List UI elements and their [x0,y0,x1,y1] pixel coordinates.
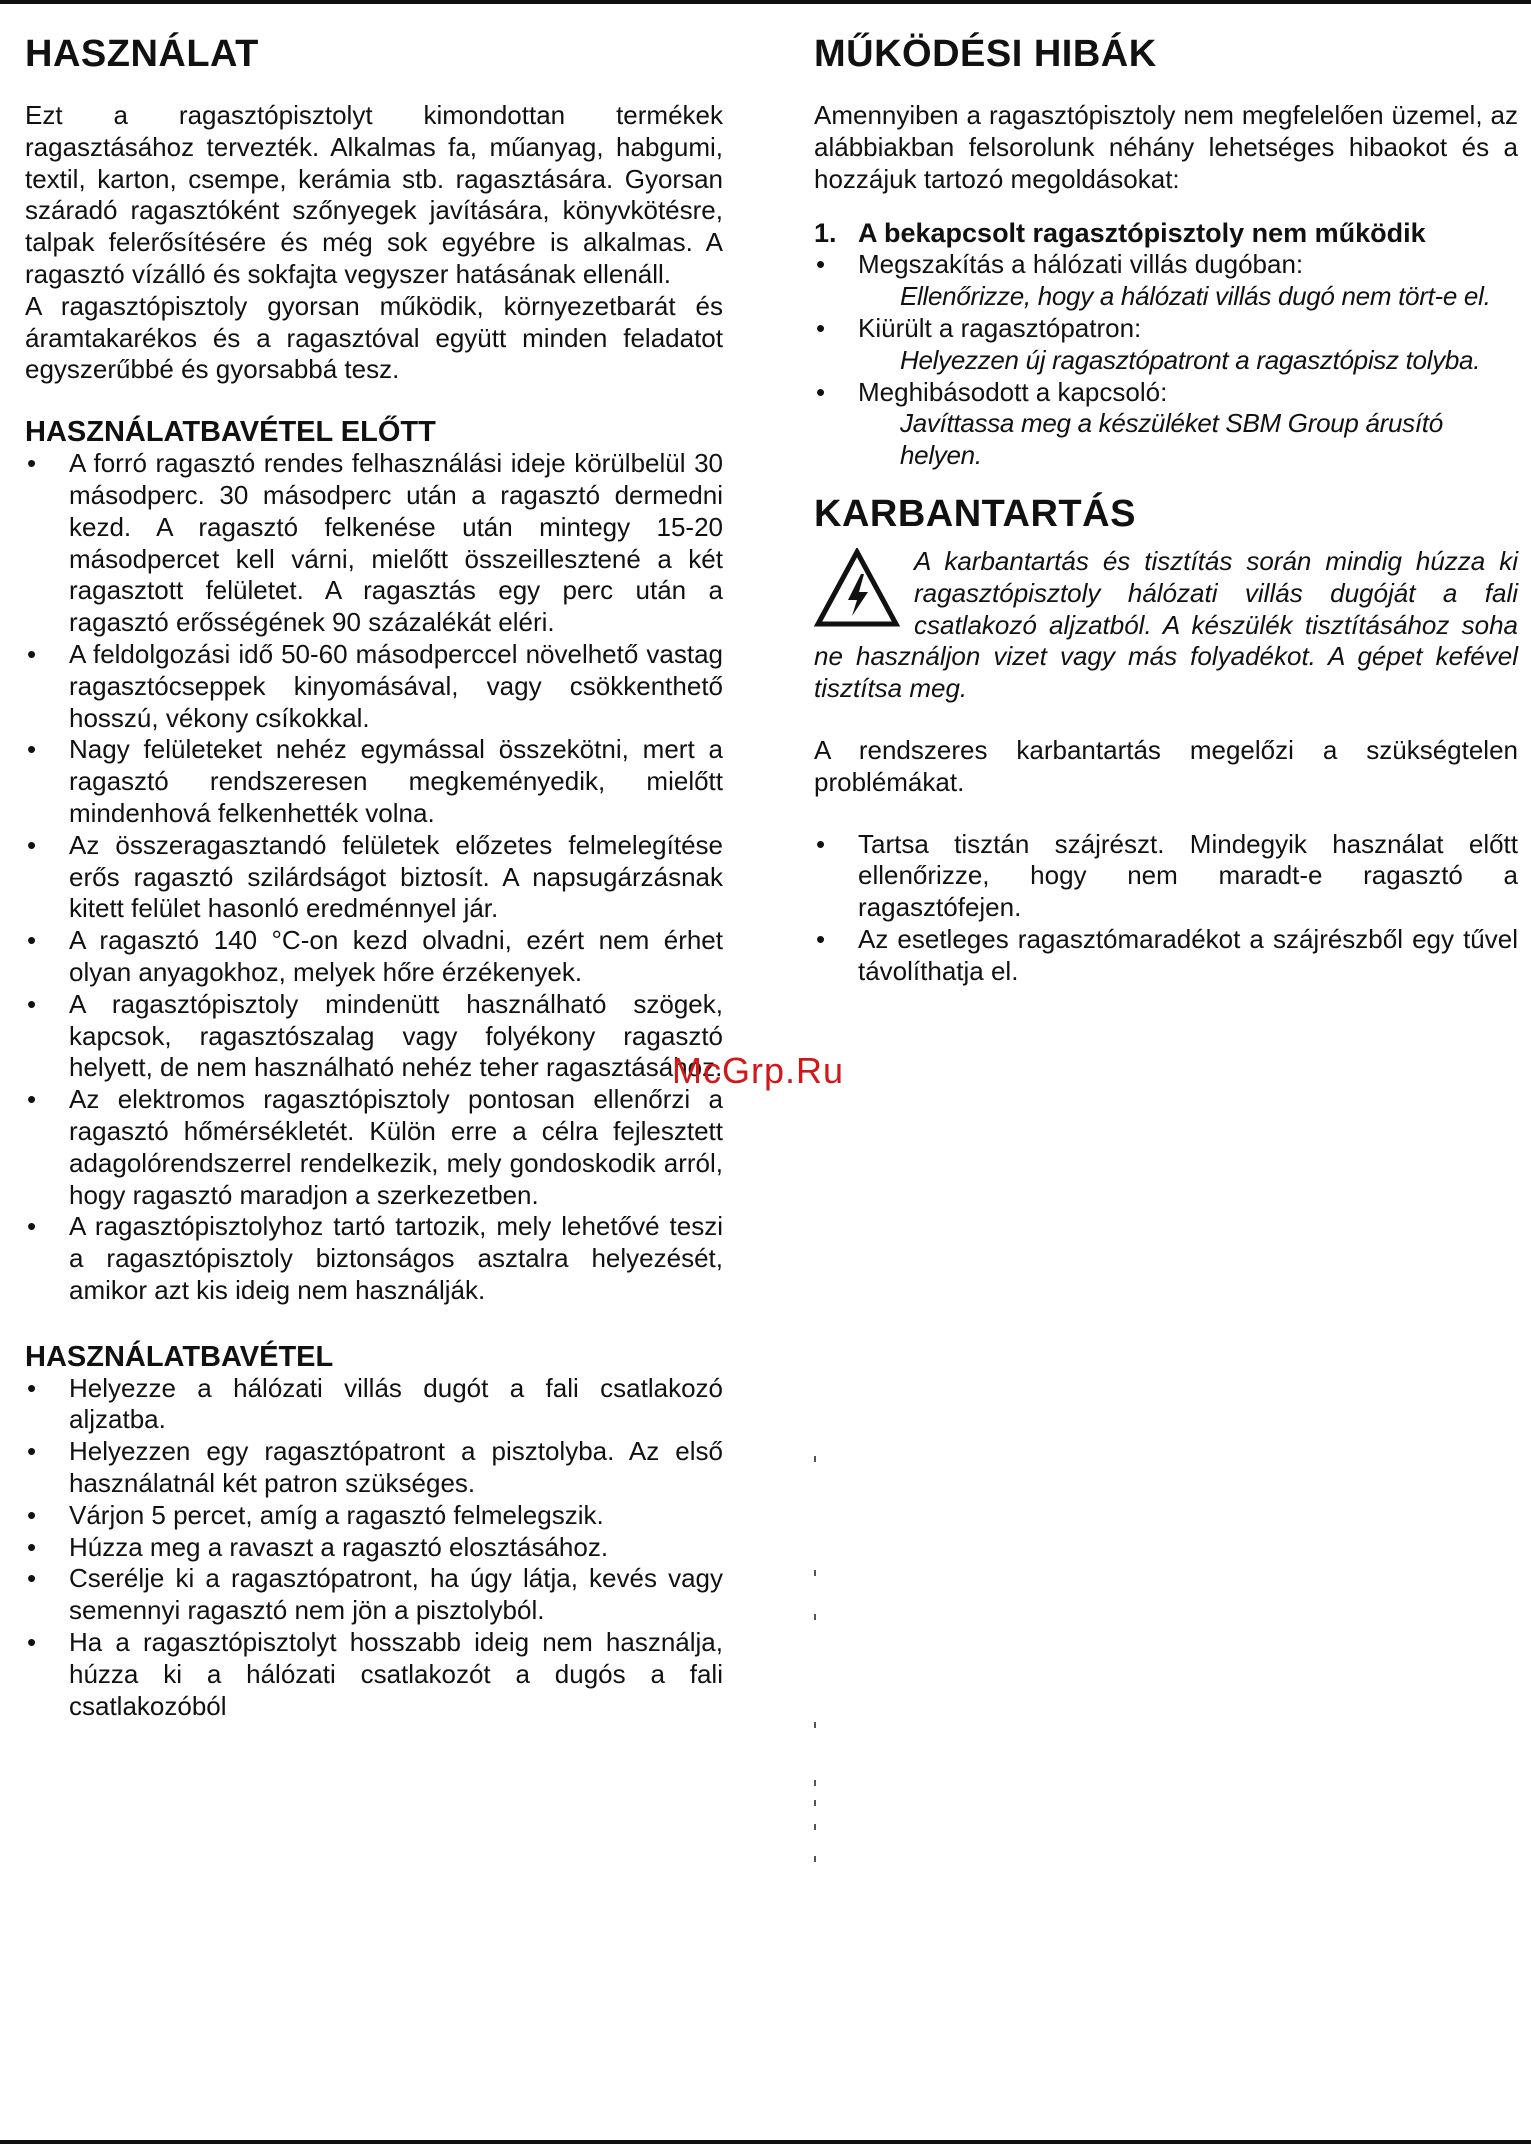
scan-speck [814,1856,816,1862]
section-title-operation: HASZNÁLATBAVÉTEL [25,1340,334,1373]
scan-speck [814,1824,816,1830]
list-item: • A ragasztó 140 °C-on kezd olvadni, ezért nem érhet olyan anyagokhoz, melyek hőre érzékenyek. [25,925,723,989]
list-item: • Az elektromos ragasztópisztoly pontosan ellenőrzi a ragasztó hőmérsékletét. Külön erre a célra fejlesztett adagolórendszerrel rendelkezik, mely gondoskodik arról, hogy ragasztó maradjon a szerkezetben. [25,1084,723,1211]
fault-cause [814,313,1518,377]
list-item: • A ragasztópisztolyhoz tartó tartozik, mely lehetővé teszi a ragasztópisztoly biztonságos asztalra helyezését, amikor azt kis ideig nem használják. [25,1211,723,1306]
list-item: • Az összeragasztandó felületek előzetes felmelegítése erős ragasztó szilárdságot biztosít. A napsugárzásnak kitett felület hasonló eredménnyel jár. [25,830,723,925]
list-item: • A feldolgozási idő 50-60 másodperccel növelhető vastag ragasztócseppek kinyomásával, vagy csökkenthető hosszú, vékony csíkokkal. [25,639,723,734]
list-item: • A forró ragasztó rendes felhasználási ideje körülbelül 30 másodperc. 30 másodperc után a ragasztó dermedni kezd. A ragasztó felkenése után mintegy 15-20 másodpercet kell várni, mielőtt összeillesztené a két ragasztott felületet. A ragasztás egy perc után a ragasztó erősségének 90 százalékát eléri. [25,448,723,639]
list-item: • Cserélje ki a ragasztópatront, ha úgy látja, kevés vagy semennyi ragasztó nem jön a pisztolyból. [25,1563,723,1627]
list-item: • A ragasztópisztoly mindenütt használható szögek, kapcsok, ragasztószalag vagy folyékony ragasztó helyett, de nem használható nehéz teher ragasztásához. [25,989,723,1084]
fault-number: 1. [814,218,837,249]
cause-text: Megszakítás a hálózati villás dugóban: [858,249,1304,280]
fix-text: Helyezzen új ragasztópatront a ragasztópisz tolyba. [900,344,1481,375]
list-item: • Tartsa tisztán szájrészt. Mindegyik használat előtt ellenőrizze, hogy nem maradt-e ragasztó a ragasztófejen. [814,829,1518,924]
scan-speck [814,1800,816,1806]
use-paragraph-2: A ragasztópisztoly gyorsan működik, környezetbarát és áramtakarékos és a ragasztóval együtt minden feladatot egyszerűbbé és gyorsabbá tesz. [25,290,723,385]
cause-text: Meghibásodott a kapcsoló: [858,376,1168,407]
fault-cause [814,377,1518,472]
left-column [25,30,723,1722]
fix-text: Ellenőrizze, hogy a hálózati villás dugó nem tört-e el. [900,281,1491,312]
scan-speck [814,1570,816,1576]
section-title-use: HASZNÁLAT [25,33,259,75]
maintenance-list [814,829,1518,988]
fault-causes-list [814,249,1518,472]
list-item: • Az esetleges ragasztómaradékot a szájrészből egy tűvel távolíthatja el. [814,924,1518,988]
watermark: McGrp.Ru [672,1050,845,1091]
scan-speck [814,1780,816,1786]
warning-text: A karbantartás és tisztítás során mindig húzza ki ragasztópisztoly hálózati villás dugóját a fali csatlakozó aljzatból. A készülék tisztításához soha ne használjon vizet vagy más folyadékot. A gépet kefével tisztítsa meg. [814,545,1518,704]
scan-speck [814,1456,816,1462]
fault-title-text: A bekapcsolt ragasztópisztoly nem működik [858,218,1426,249]
section-title-faults: MŰKÖDÉSI HIBÁK [814,33,1157,75]
scan-speck [814,1722,816,1728]
list-item: • Helyezzen egy ragasztópatront a pisztolyba. Az első használatnál két patron szükséges. [25,1436,723,1500]
cause-text: Kiürült a ragasztópatron: [858,312,1142,343]
list-item: • Nagy felületeket nehéz egymással összekötni, mert a ragasztó rendszeresen megkeményedik, mielőtt mindenhová felkenhették volna. [25,734,723,829]
list-item: • Húzza meg a ravaszt a ragasztó elosztásához. [25,1532,723,1564]
section-title-before-use: HASZNÁLATBAVÉTEL ELŐTT [25,416,436,449]
electric-hazard-warning-icon [814,548,900,628]
fix-text: Javíttassa meg a készüléket SBM Group árusító helyen. [900,408,1443,471]
warning-block [814,546,1518,705]
list-item: • Várjon 5 percet, amíg a ragasztó felmelegszik. [25,1500,723,1532]
top-rule [0,0,1531,4]
section-title-maintenance: KARBANTARTÁS [814,492,1136,535]
bottom-rule [0,2140,1531,2144]
right-column [814,30,1518,988]
operation-list [25,1373,723,1723]
fault-cause [814,249,1518,313]
before-use-list [25,448,723,1307]
maintenance-intro: A rendszeres karbantartás megelőzi a szükségtelen problémákat. [814,734,1518,797]
fault-item-title [814,217,1518,249]
list-item: • Helyezze a hálózati villás dugót a fali csatlakozó aljzatba. [25,1373,723,1437]
faults-intro: Amennyiben a ragasztópisztoly nem megfelelően üzemel, az alábbiakban felsorolunk néhány lehetséges hibaokot és a hozzájuk tartozó megoldásokat: [814,100,1518,194]
scan-speck [814,1614,816,1620]
use-paragraph-1: Ezt a ragasztópisztolyt kimondottan termékek ragasztásához tervezték. Alkalmas fa, műanyag, habgumi, textil, karton, csempe, kerámia stb. ragasztására. Gyorsan száradó ragasztóként szőnyegek javítására, könyvkötésre, talpak felerősítésére és még sok egyébre is alkalmas. A ragasztó vízálló és sokfajta vegyszer hatásának ellenáll. [25,100,723,289]
list-item: • Ha a ragasztópisztolyt hosszabb ideig nem használja, húzza ki a hálózati csatlakozót a dugós a fali csatlakozóból [25,1627,723,1722]
